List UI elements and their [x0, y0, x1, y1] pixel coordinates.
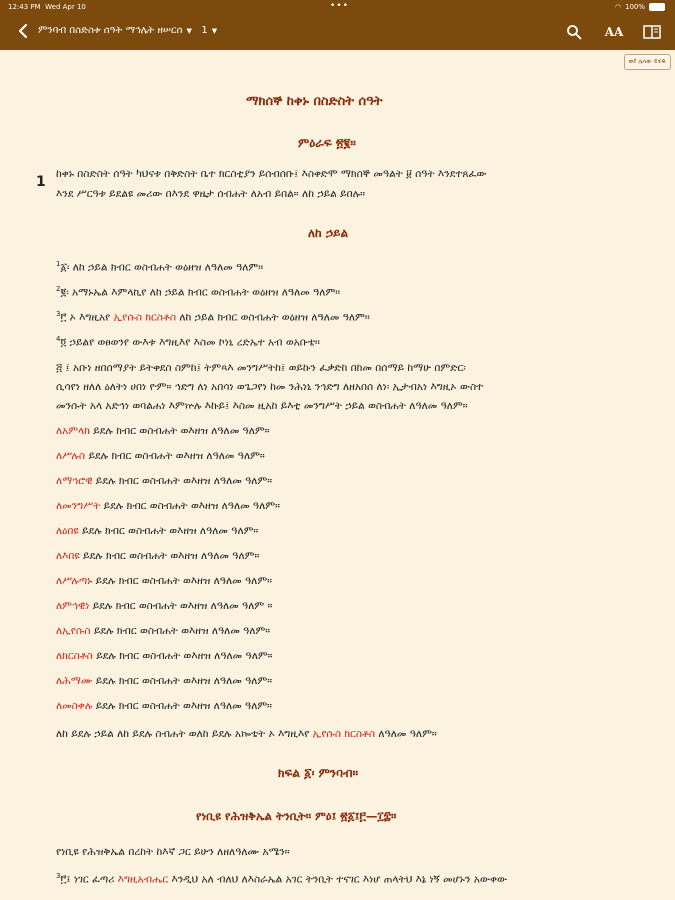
nav-title[interactable]: ምንባብ በስድስቱ ሰዓት ማኅሌት ዘሠርሰ ▼ 1 ▼ [38, 25, 218, 36]
intro-text: እንደ ሥርዓቱ ይደልዩ መሪው በእንደ ዋዜታ ሰብሐት ለአብ ይበል። ለከ ኃይል ይበሉ። [56, 188, 366, 200]
verse-number: 1 [36, 174, 46, 190]
chapter-subtitle: ምዕራፍ ፳፪። [298, 136, 356, 150]
doxology-line: ለሥሉስ ይደሉ ክብር ወስብሐት ወእዘዝ ለዓለመ ዓለም። [56, 450, 265, 462]
doxology-line: ለሥሉጣኑ ይደሉ ክብር ወስብሐት ወእዘዝ ለዓለመ ዓለም። [56, 575, 273, 587]
book-icon[interactable] [642, 22, 662, 42]
doxology-line: ለእበዩ ይደሉ ክብር ወስብሐት ወእዘዝ ለዓለመ ዓለም። [56, 550, 260, 562]
doxology-line: ለማኅሮዊ ይደሉ ክብር ወስብሐት ወእዘዝ ለዓለመ ዓለም። [56, 475, 273, 487]
prayer-text: መንሱት አላ አድኅነ ወባልሐነ እምኵሉ እኩይ፤ እስመ ዚአከ ይእቲ መንግሥት ኃይል ወስብሐት ለዓለመ ዓለም። [56, 400, 468, 412]
verse-line: $^3$፫ ኦ እግዚአየ ኢየሱስ ክርስቶስ ለከ ኃይል ክብር ወስብሐት ወዕዘዝ ለዓለመ ዓለም። [56, 310, 370, 324]
verse-line: $^1$፩፡ ለከ ኃይል ክብር ወስብሐት ወዕዘዝ ለዓለመ ዓለም። [56, 260, 264, 274]
status-time: 12:43 PM Wed Apr 10 [8, 3, 86, 11]
chevron-down-icon: ▼ [186, 27, 192, 35]
verse-line: $^2$፪፡ አማኑኤል እምላኪየ ለከ ኃይል ክብር ወስብሐት ወዕዘዝ ለዓለመ ዓለም። [56, 285, 341, 299]
doxology-line: ለመስቀሉ ይደሉ ክብር ወስብሐት ወእዘዝ ለዓለመ ዓለም። [56, 700, 273, 712]
verse-line: $^3$፫፤ ነገር ፈጣሪ እግዚአብሔር እንዲህ አለ ብለህ ለእስራኤል አገር ትንቢት ተናገር እነሆ ጠላትህ እኔ ነኝ መሆኑን አውቀው [56, 872, 508, 886]
section-heading: ክፍል ፩፡ ምንባብ። [278, 766, 359, 780]
prayer-text: ሲሳየነ ዘለለ ዕለትነ ሀበነ ዮም። ኅድግ ለነ አበሳነ ወጌጋየነ ከመ ንሕነኒ ንኅድግ ለዘአበሰ ለነ፡ ኢታብአነ እግዚኦ ውስተ [56, 381, 484, 393]
page-title: ማክሰኞ ከቀኑ በስድስት ሰዓት [246, 94, 383, 109]
section-heading: ለከ ኃይል [308, 226, 349, 240]
closing-line: ለከ ይደሉ ኃይል ለከ ይደሉ ስብሐት ወለከ ይደሉ አኰቴት ኦ እግዚእየ ኢየሱስ ክርስቶስ ለዓለመ ዓለም። [56, 728, 437, 740]
doxology-line: ለዕበዩ ይደሉ ክብር ወስብሐት ወእዘዝ ለዓለመ ዓለም። [56, 525, 259, 537]
verse-line: $^4$፬ ኃይልየ ወፀወንየ ውእቱ እግዚእየ እስመ ኮነኒ ረድኤተ አብ ወአቡቴ። [56, 335, 320, 349]
doxology-line: ለሕማሙ ይደሉ ክብር ወስብሐት ወእዘዝ ለዓለመ ዓለም። [56, 675, 273, 687]
search-icon[interactable] [564, 22, 584, 42]
font-size-icon[interactable]: AA [604, 25, 624, 39]
doxology-line: ለአምላክ ይደሉ ክብር ወስብሐት ወእዘዝ ለዓለመ ዓለም። [56, 425, 270, 437]
battery-indicator: ◠ 100% [615, 3, 665, 11]
back-chevron-icon[interactable] [14, 22, 32, 40]
chapter-selector[interactable]: 1 [201, 25, 208, 36]
document-content [0, 50, 675, 900]
multitask-dots[interactable]: ••• [330, 1, 349, 11]
doxology-line: ለምኅዊነ ይደሉ ክብር ወስብሐት ወእዘዝ ለዓለመ ዓለም ። [56, 600, 273, 612]
status-bar [0, 0, 675, 14]
intro-text: ከቀኑ በስድስት ሰዓት ካህናቱ በቅድስት ቤተ ክርስቲያን ይሰብሰቡ፤ እስቀድሞ ማክሰኞ መዓልት ፱ ሰዓት እንደተጸፈው [56, 168, 487, 180]
wifi-icon: ◠ [614, 3, 621, 11]
reading-title: የነቢዩ የሕዝቅኤል ትንቢት። ምዕ፤ ፳፩፤፫—፲፰። [196, 809, 397, 823]
doxology-line: ለክርስቶስ ይደሉ ክብር ወስብሐት ወእዘዝ ለዓለመ ዓለም። [56, 650, 273, 662]
nav-bar [0, 14, 675, 50]
prayer-text: ፭ ፤ አቡነ ዘበሰማያት ይትቀደስ ስምከ፤ ትምጻእ መንግሥትከ፤ ወይኩን ፈቃድከ በከመ በሰማይ ከማሁ በምድር፡ [56, 362, 466, 374]
doxology-line: ለኢየሱስ ይደሉ ክብር ወስብሐት ወእዘዝ ለዓለመ ዓለም። [56, 625, 271, 637]
chevron-down-icon: ▼ [211, 27, 218, 35]
battery-icon [649, 3, 665, 11]
doxology-line: ለመንግሥት ይደሉ ክብር ወስብሐት ወእዘዝ ለዓለመ ዓለም። [56, 500, 280, 512]
navigate-button[interactable]: ወደ ሌላው ይሂዱ [624, 54, 671, 70]
reading-intro: የነቢዩ የሕዝቅኤል በረከት ከእኛ ጋር ይሁን ለዘለዓለሙ አሜን። [56, 846, 290, 858]
